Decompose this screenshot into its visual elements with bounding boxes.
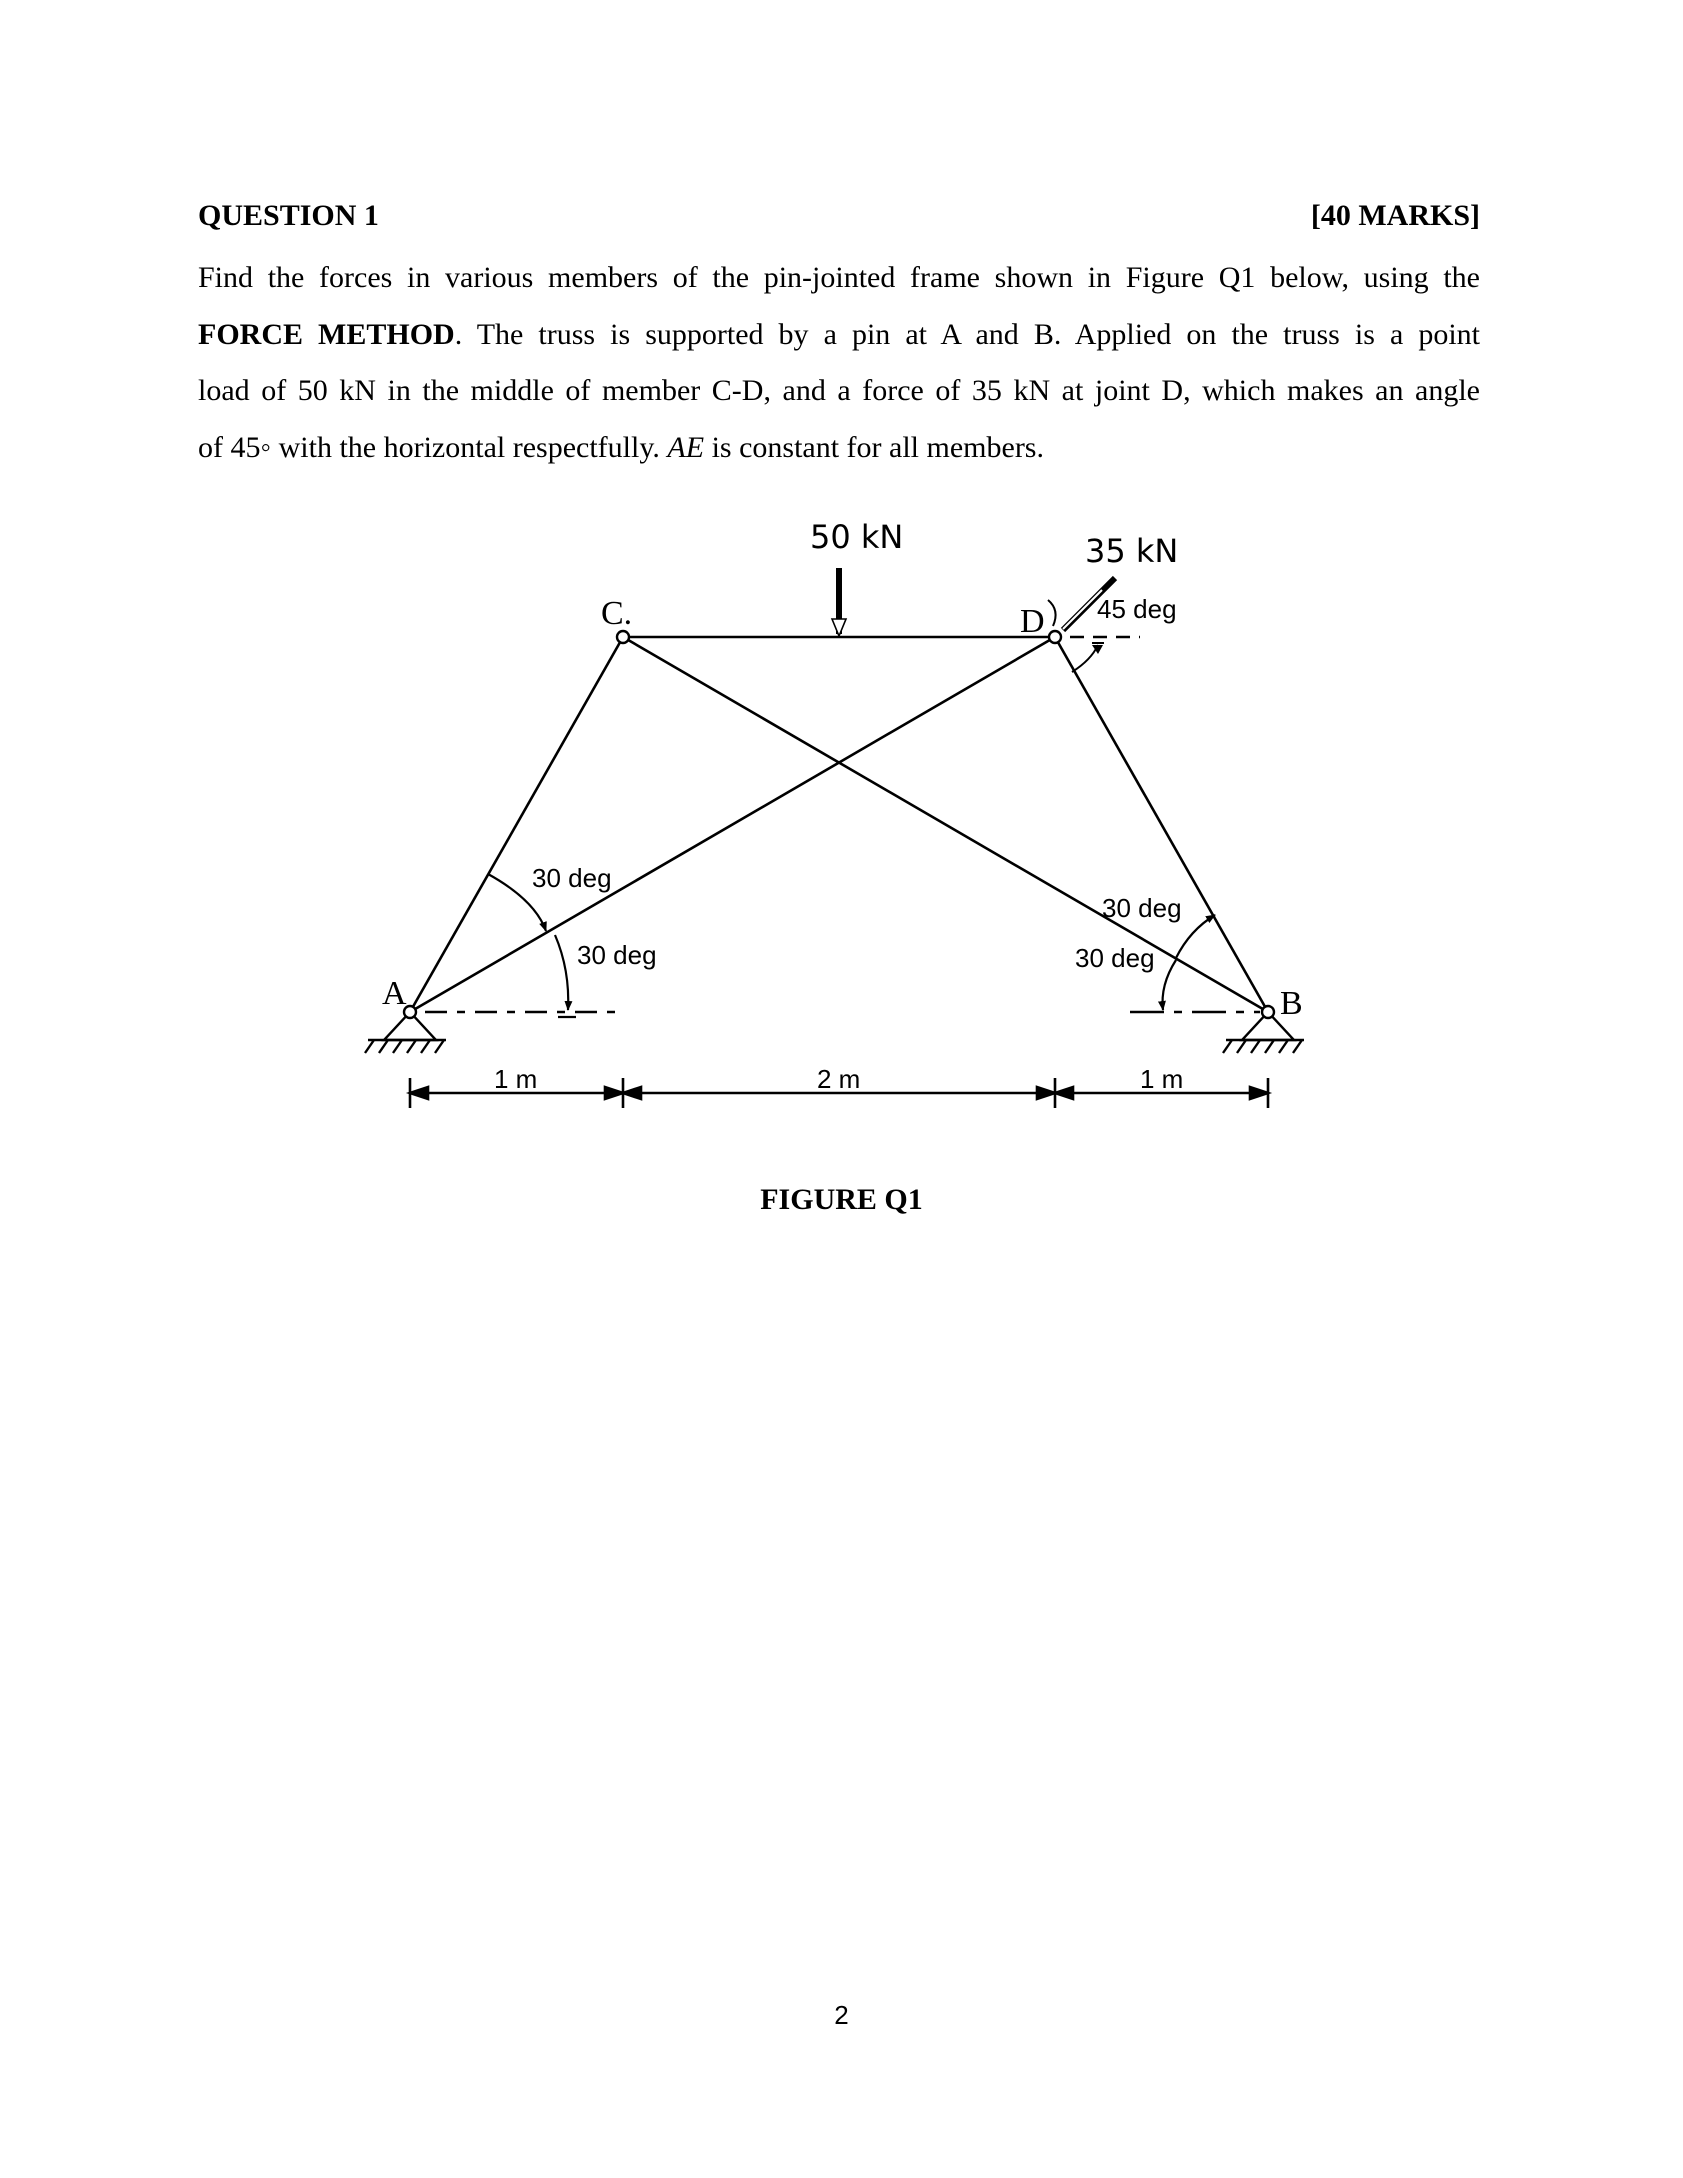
node-label-c: C.: [601, 595, 633, 632]
emphasis-bold: FORCE METHOD: [198, 317, 455, 351]
dimension-label-right: 1 m: [1140, 1064, 1184, 1094]
node-label-b: B: [1280, 985, 1303, 1022]
text-run: of 45◦ with the horizontal respectfully.: [198, 430, 668, 464]
angle-label-b-inner: 30 deg: [1075, 943, 1155, 973]
page-number: 2: [834, 2000, 849, 2030]
pin-support-a: [365, 1012, 446, 1053]
load-label-50kn: 50 kN: [810, 518, 904, 556]
member-cb: [623, 637, 1268, 1012]
text-run: Find the forces in various members of the pin-jointed frame shown in Figure Q1 below, using the: [198, 261, 1480, 294]
load-arrow-35kn: [1048, 578, 1140, 672]
text-run: load of 50 kN in the middle of member C-D, and a force of 35 kN at joint D, which makes an angle: [198, 374, 1480, 407]
angle-label-a-outer: 30 deg: [532, 863, 612, 893]
load-label-35kn: 35 kN: [1085, 532, 1179, 570]
angle-label-45: 45 deg: [1097, 594, 1177, 624]
figure-caption: FIGURE Q1: [760, 1183, 923, 1216]
load-arrow-50kn: [832, 568, 846, 636]
angle-label-b-outer: 30 deg: [1102, 893, 1182, 923]
joint-d: [1049, 631, 1061, 643]
text-run: is constant for all members.: [704, 430, 1044, 464]
text-run: . The truss is supported by a pin at A and B. Applied on the truss is a point: [454, 317, 1480, 351]
node-label-a: A: [382, 975, 407, 1012]
question-marks: [40 MARKS]: [1310, 199, 1480, 232]
dimension-label-middle: 2 m: [817, 1064, 861, 1094]
member-ad: [410, 637, 1055, 1012]
dimension-label-left: 1 m: [494, 1064, 538, 1094]
joint-b: [1262, 1006, 1274, 1018]
angle-label-a-inner: 30 deg: [577, 940, 657, 970]
joint-c: [617, 631, 629, 643]
emphasis-italic: AE: [667, 430, 705, 464]
node-label-d: D: [1020, 603, 1045, 640]
question-title: QUESTION 1: [198, 199, 379, 232]
